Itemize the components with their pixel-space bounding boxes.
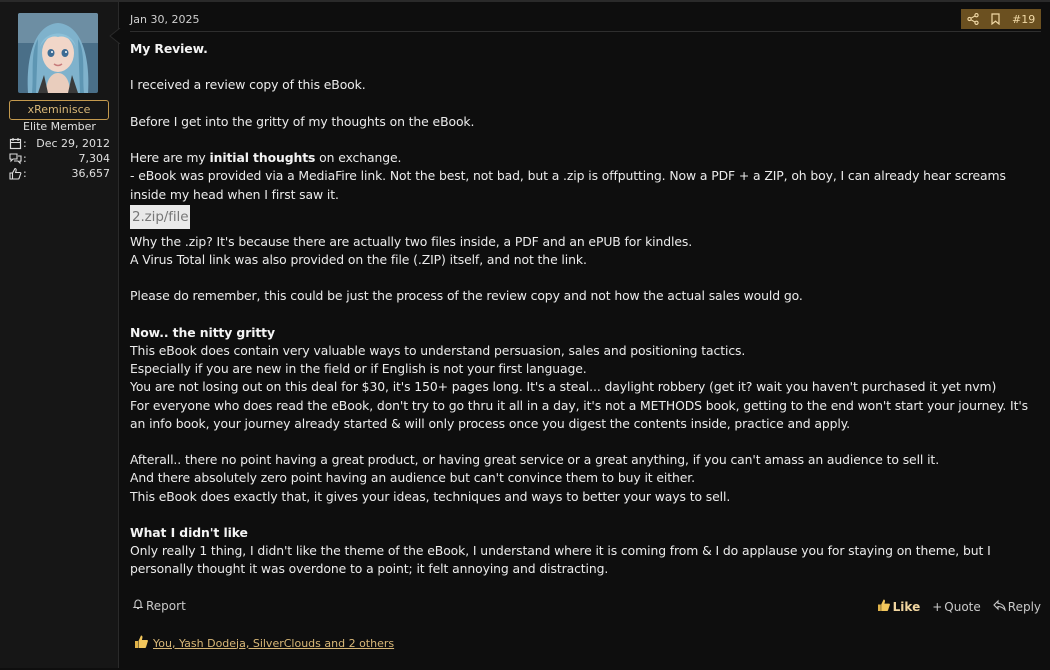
- like-label: Like: [892, 599, 921, 614]
- post-main: [120, 2, 1050, 668]
- quote-label: Quote: [944, 599, 981, 614]
- body-line: This eBook does exactly that, it gives your ideas, techniques and ways to better your ways to sell.: [130, 488, 731, 504]
- username[interactable]: xReminisce: [9, 100, 109, 120]
- body-line: Why the .zip? It's because there are actually two files inside, a PDF and an ePUB for kindles.: [130, 233, 693, 249]
- avatar[interactable]: [18, 13, 98, 93]
- user-title: Elite Member: [23, 120, 96, 133]
- reply-button[interactable]: [993, 599, 1041, 614]
- download-link[interactable]: 2.zip/file: [130, 205, 190, 229]
- thumbs-up-icon: [877, 598, 891, 615]
- report-button[interactable]: [132, 598, 186, 613]
- body-line: And there absolutely zero point having an audience but can't convince them to buy it either.: [130, 470, 695, 486]
- reply-arrow-icon: [993, 599, 1006, 614]
- reactions-value: 36,657: [71, 167, 110, 180]
- reply-label: Reply: [1007, 599, 1041, 614]
- post-actions: [961, 9, 1041, 29]
- review-heading: My Review.: [130, 41, 208, 56]
- header-divider: [130, 31, 1041, 32]
- body-line: A Virus Total link was also provided on the file (.ZIP) itself, and not the link.: [130, 251, 587, 267]
- body-line: This eBook does contain very valuable ways to understand persuasion, sales and positioning tactics.: [130, 342, 746, 358]
- reactions-bar[interactable]: [134, 634, 394, 652]
- reactions-text[interactable]: You, Yash Dodeja, SilverClouds and 2 others: [153, 636, 395, 650]
- user-sidebar: [0, 2, 119, 668]
- report-label: Report: [146, 598, 186, 613]
- messages-icon: [9, 152, 23, 166]
- body-line: - eBook was provided via a MediaFire link. Not the best, not bad, but a .zip is offputting. Now a PDF + a ZIP, oh boy, I can already hear screams inside my head when I first saw it.: [130, 168, 1006, 202]
- like-reaction-icon: [134, 634, 149, 652]
- body-line: You are not losing out on this deal for $30, it's 150+ pages long. It's a steal... daylight robbery (get it? wait you haven't purchased it yet nvm): [130, 379, 997, 395]
- body-line: Here are my initial thoughts on exchange.: [130, 150, 402, 166]
- post-date[interactable]: Jan 30, 2025: [130, 13, 200, 26]
- section-heading: Now.. the nitty gritty: [130, 324, 275, 340]
- stat-joined: : Dec 29, 2012: [9, 137, 110, 151]
- like-button[interactable]: [877, 598, 921, 615]
- body-line: Especially if you are new in the field or if English is not your first language.: [130, 361, 587, 377]
- body-line: Afterall.. there no point having a great product, or having great service or a great anything, if you can't amass an audience to sell it.: [130, 452, 940, 468]
- quote-button[interactable]: [932, 600, 981, 614]
- plus-icon: +: [932, 599, 943, 614]
- bell-icon: [132, 598, 144, 613]
- post-number[interactable]: #19: [1012, 12, 1036, 26]
- post-footer-actions: [877, 598, 1041, 615]
- bookmark-icon[interactable]: [990, 13, 1001, 25]
- body-line: For everyone who does read the eBook, don't try to go thru it all in a day, it's not a METHODS book, getting to the end won't start your journey. It's an info book, your journey already started & will only process once you digest the contents inside, practice and apply.: [130, 397, 1028, 431]
- section-heading: What I didn't like: [130, 524, 248, 540]
- stat-reactions: : 36,657: [9, 167, 110, 181]
- thumbs-up-icon: [9, 167, 23, 181]
- post-body: [130, 40, 1042, 579]
- calendar-icon: [9, 137, 23, 151]
- share-icon[interactable]: [967, 13, 979, 25]
- body-line: Please do remember, this could be just the process of the review copy and not how the actual sales would go.: [130, 288, 803, 304]
- body-line: I received a review copy of this eBook.: [130, 77, 366, 93]
- stat-messages: : 7,304: [9, 152, 110, 166]
- body-line: Before I get into the gritty of my thoughts on the eBook.: [130, 113, 475, 129]
- body-line: Only really 1 thing, I didn't like the theme of the eBook, I understand where it is coming from & I do applause you for staying on theme, but I personally thought it was overdone to a point; it felt annoying and distracting.: [130, 543, 991, 577]
- joined-value: Dec 29, 2012: [36, 137, 110, 150]
- messages-value: 7,304: [78, 152, 110, 165]
